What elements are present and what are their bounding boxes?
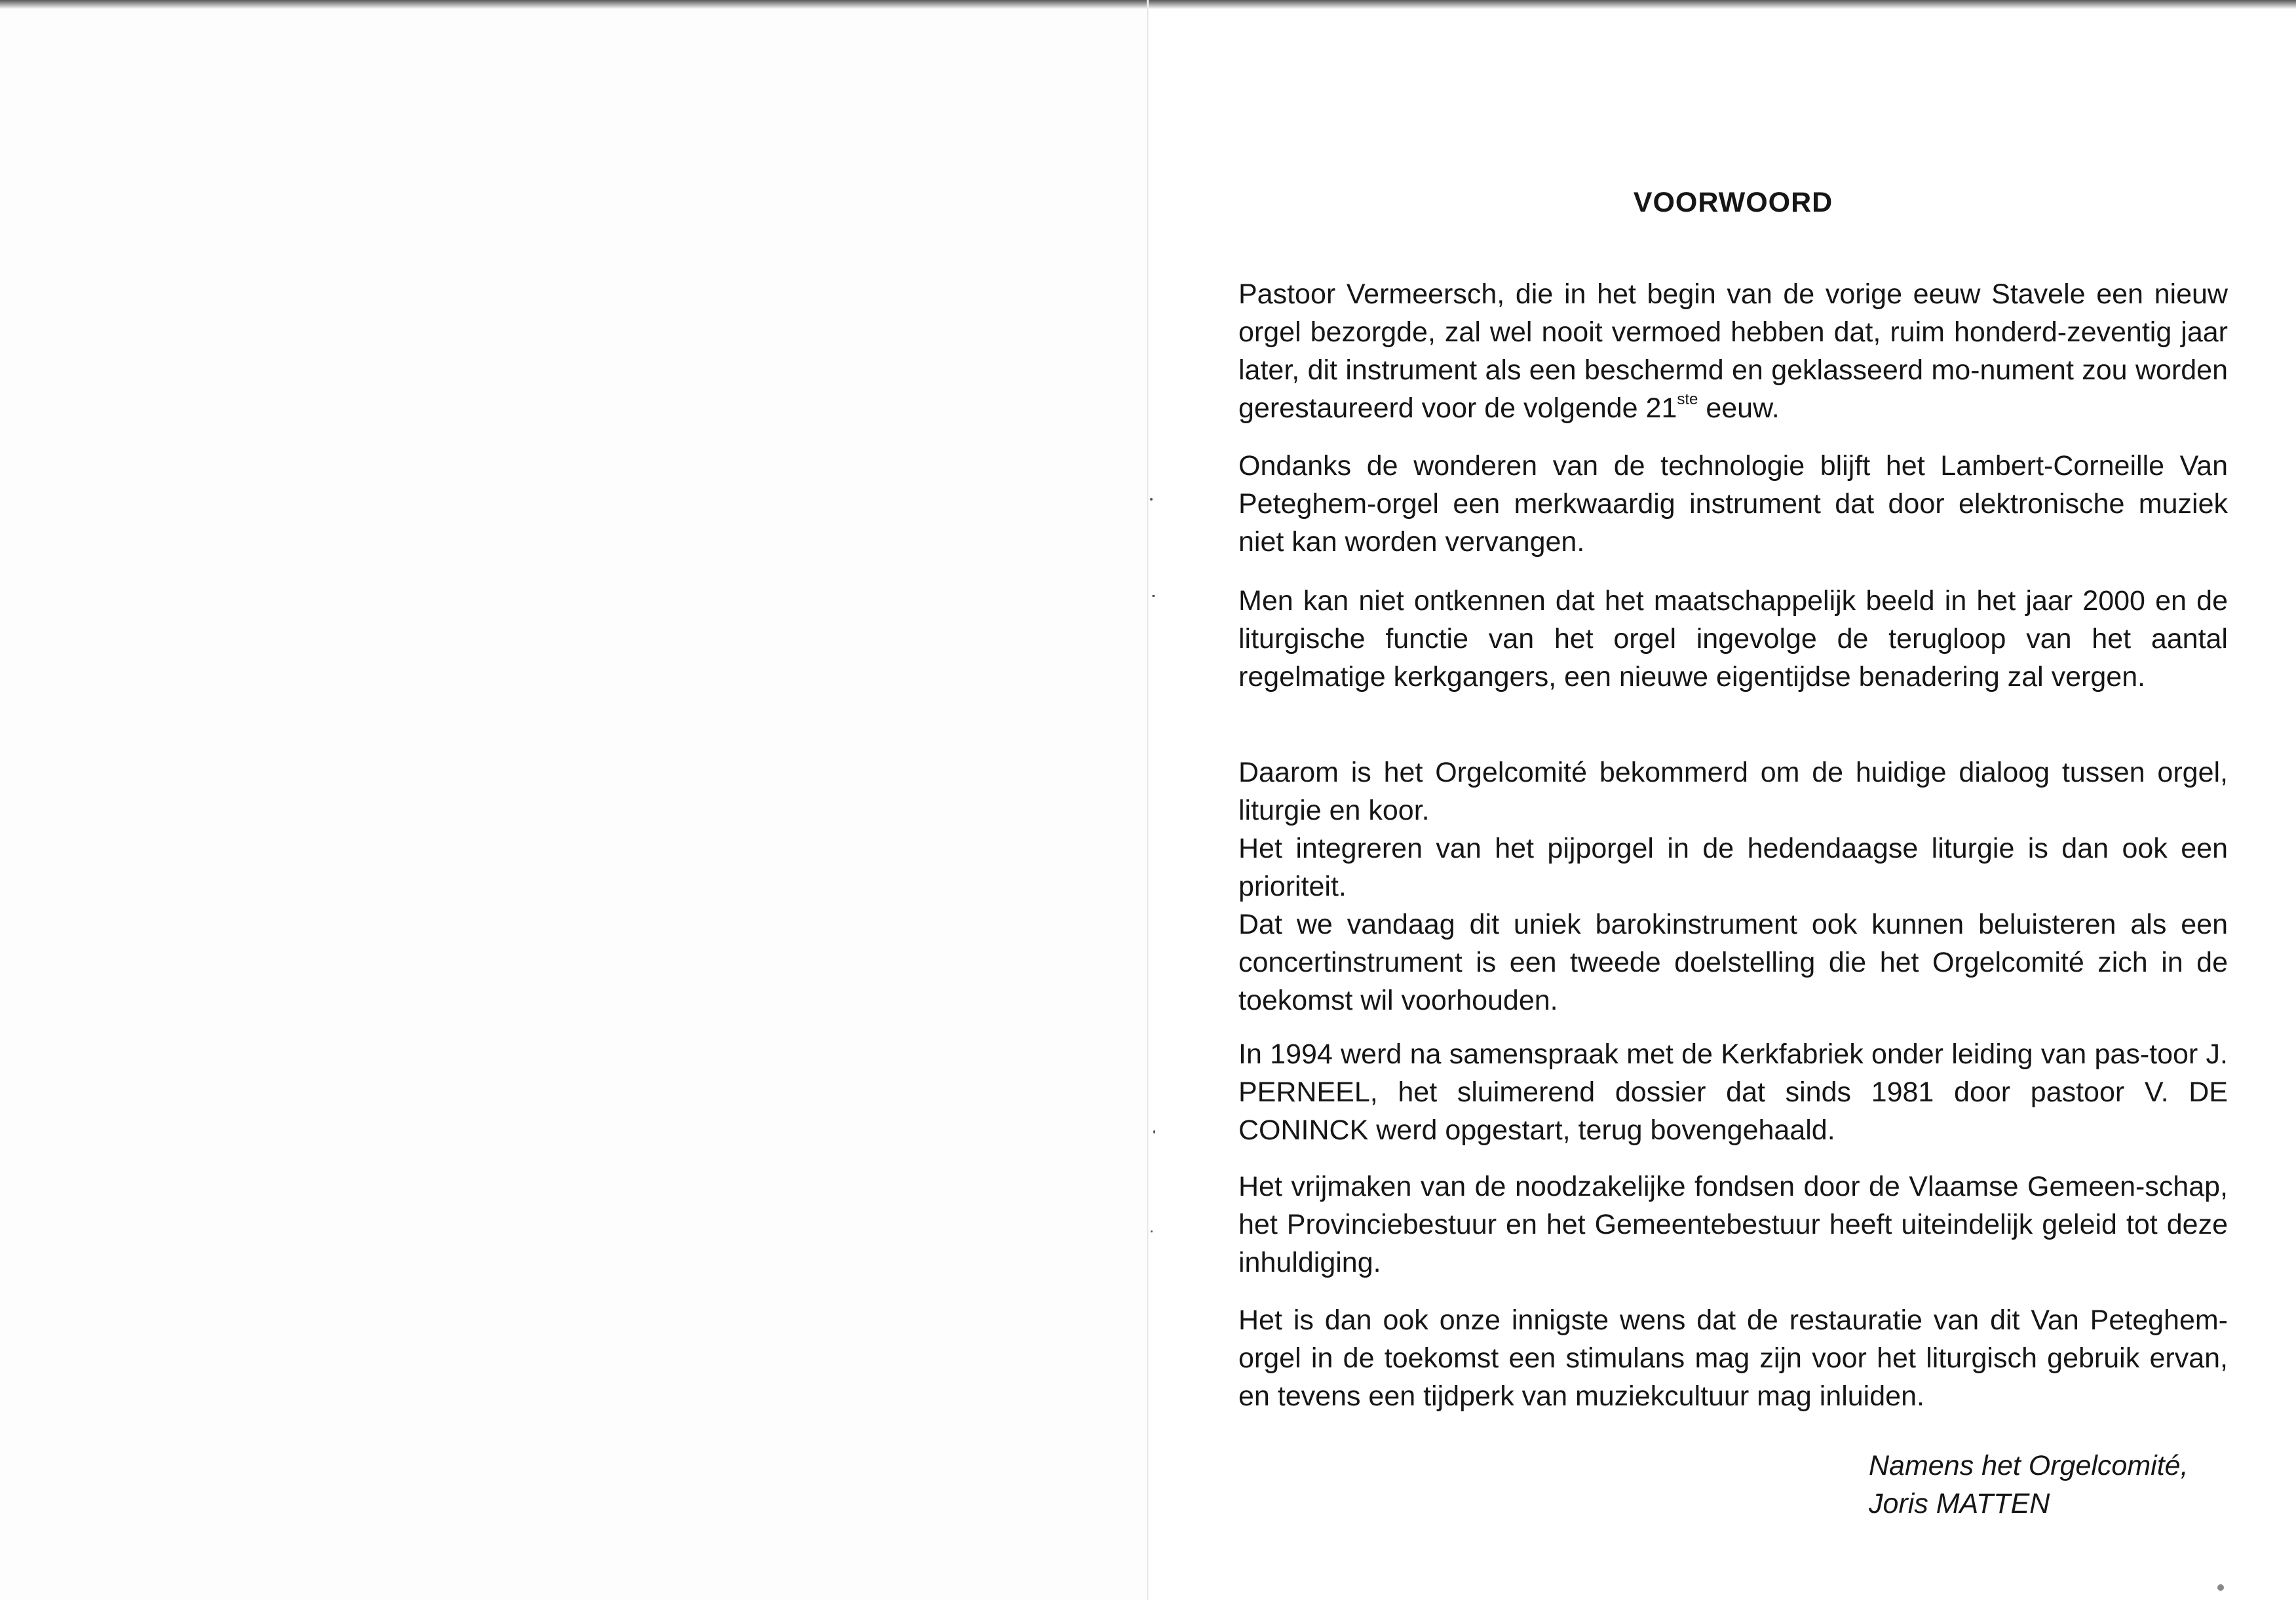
paragraph-5: In 1994 werd na samenspraak met de Kerkfabriek onder leiding van pas-toor J. PERNEEL, het sluimerend dossier dat sinds 1981 door pastoor V. DE CONINCK werd opgestart, terug bovengehaald. xyxy=(1238,1038,2228,1146)
paragraph-3: Men kan niet ontkennen dat het maatschappelijk beeld in het jaar 2000 en de liturgische functie van het orgel ingevolge de terugloop van het aantal regelmatige kerkgangers, een nieuwe eigentijdse benadering zal vergen. xyxy=(1238,585,2228,693)
paragraph-1-block xyxy=(1238,275,2228,427)
paragraph-2: Ondanks de wonderen van de technologie blijft het Lambert-Corneille Van Peteghem-orgel een merkwaardig instrument dat door elektronische muziek niet kan worden vervangen. xyxy=(1238,450,2228,558)
signature-name: Joris MATTEN xyxy=(1869,1488,2050,1519)
paragraph-4b: Het integreren van het pijporgel in de hedendaagse liturgie is dan ook een prioriteit. xyxy=(1238,833,2228,902)
scan-fleck xyxy=(2217,1584,2224,1591)
paragraph-1-tail: eeuw. xyxy=(1698,392,1780,424)
paragraph-3-block xyxy=(1238,582,2228,696)
paragraph-2-block xyxy=(1238,447,2228,561)
paragraph-4-block xyxy=(1238,753,2228,1019)
paragraph-5-block xyxy=(1238,1035,2228,1149)
page-title: VOORWOORD xyxy=(1633,187,1833,218)
paragraph-6: Het vrijmaken van de noodzakelijke fondsen door de Vlaamse Gemeen-schap, het Provinciebestuur en het Gemeentebestuur heeft uiteindelijk geleid tot deze inhuldiging. xyxy=(1238,1171,2228,1278)
scan-fleck xyxy=(1153,1130,1155,1133)
signature-block xyxy=(1869,1447,2189,1523)
paragraph-4c: Dat we vandaag dit uniek barokinstrument ook kunnen beluisteren als een concertinstrument is een tweede doelstelling die het Orgelcomité zich in de toekomst wil voorhouden. xyxy=(1238,909,2228,1016)
paragraph-1-text: Pastoor Vermeersch, die in het begin van de vorige eeuw Stavele een nieuw orgel bezorgde, zal wel nooit vermoed hebben dat, ruim honderd-zeventig jaar later, dit instrument als een beschermd en geklasseerd mo-nument zou worden gerestaureerd voor de volgende 21 xyxy=(1238,278,2228,424)
paragraph-7-block xyxy=(1238,1301,2228,1415)
page-fold xyxy=(1147,0,1149,1600)
paragraph-6-block xyxy=(1238,1168,2228,1282)
scan-fleck xyxy=(1150,498,1153,501)
paragraph-1 xyxy=(1238,275,2228,427)
superscript-ste: ste xyxy=(1677,390,1698,408)
scan-fleck xyxy=(1152,595,1155,597)
paragraph-7: Het is dan ook onze innigste wens dat de restauratie van dit Van Peteghem-orgel in de toekomst een stimulans mag zijn voor het liturgisch gebruik ervan, en tevens een tijdperk van muziekcultuur mag inluiden. xyxy=(1238,1305,2228,1412)
blank-left-page xyxy=(0,9,1148,1600)
signature-line-1: Namens het Orgelcomité, xyxy=(1869,1450,2189,1481)
paragraph-4a: Daarom is het Orgelcomité bekommerd om de huidige dialoog tussen orgel, liturgie en koor. xyxy=(1238,757,2228,826)
scan-fleck xyxy=(1151,1230,1153,1232)
